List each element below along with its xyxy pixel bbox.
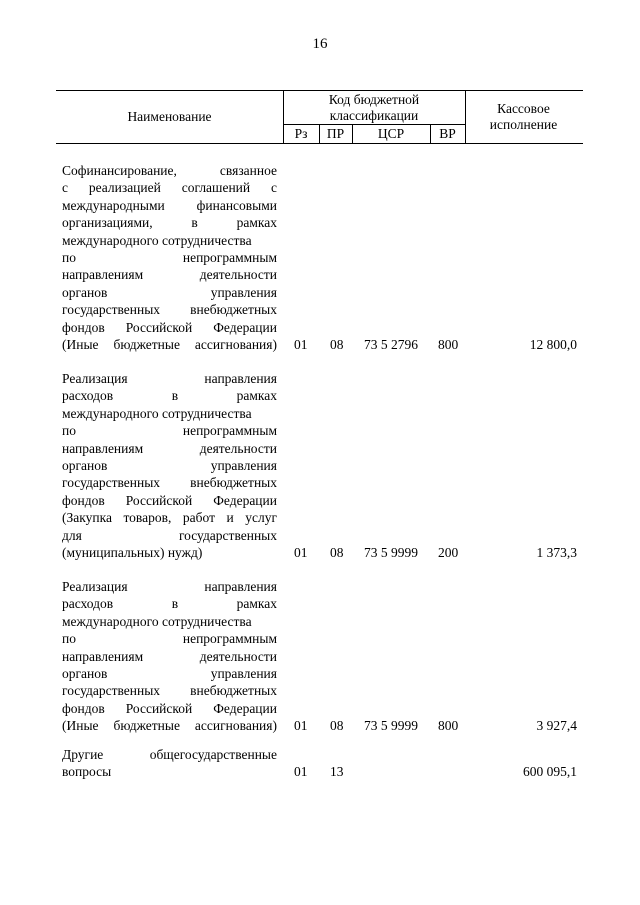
row-pr: 08 [330,545,344,560]
header-name: Наименование [127,109,212,124]
row-name-line: фондов Российской Федерации [62,700,277,716]
row-name [62,370,277,561]
row-vr: 200 [438,545,459,560]
row-amount: 600 095,1 [523,764,577,779]
row-rz: 01 [294,718,308,733]
row-name-line: фондов Российской Федерации [62,319,277,335]
row-name-line: направлениям деятельности [62,440,277,456]
row-name-line: государственных внебюджетных [62,683,277,699]
row-csr: 73 5 2796 [364,337,418,352]
row-name-line: (Закупка товаров, работ и услуг [62,510,277,526]
row-name-line: (Иные бюджетные ассигнования) [62,718,277,734]
row-name [62,578,277,735]
row-name-line: расходов в рамках [62,596,277,612]
header-budget-code: Код бюджетной классификации [328,91,420,123]
row-name-line: для государственных [62,527,277,543]
row-name-line: органов управления [62,666,277,682]
row-amount: 12 800,0 [529,337,577,352]
row-pr: 13 [330,764,344,779]
row-rz: 01 [294,764,308,779]
row-name-line: Реализация направления [62,371,277,386]
row-name-line: Реализация направления [62,579,277,594]
row-name-line: по непрограммным [62,250,277,266]
row-name-line: организациями, в рамках [62,215,277,231]
row-name-line: государственных внебюджетных [62,475,277,491]
header-vr: ВР [439,125,456,141]
row-amount: 1 373,3 [536,545,577,560]
header-divider [465,91,466,143]
page-number: 16 [312,36,328,52]
row-name-line: вопросы [62,764,112,780]
row-name-line: международного сотрудничества [62,613,252,629]
row-name-line: направлениям деятельности [62,648,277,664]
row-name-line: международного сотрудничества [62,232,252,248]
row-name-line: фондов Российской Федерации [62,492,277,508]
row-rz: 01 [294,337,308,352]
row-amount: 3 927,4 [536,718,577,733]
row-name-line: органов управления [62,458,277,474]
row-csr: 73 5 9999 [364,718,418,733]
row-rz: 01 [294,545,308,560]
row-name-line: Другие общегосударственные [62,747,277,762]
header-pr: ПР [326,125,345,141]
row-name-line: Софинансирование, связанное [62,163,277,178]
header-rz: Рз [294,125,308,141]
row-name-line: по непрограммным [62,423,277,439]
table-header [56,90,583,144]
row-name-line: органов управления [62,284,277,300]
row-vr: 800 [438,718,459,733]
header-csr: ЦСР [377,125,405,141]
row-name-line: международными финансовыми [62,197,277,213]
row-name-line: (муниципальных) нужд) [62,545,203,561]
row-name-line: расходов в рамках [62,388,277,404]
row-name [62,746,277,781]
header-execution: Кассовое исполнение [489,101,558,132]
row-name-line: направлениям деятельности [62,267,277,283]
row-name-line: по непрограммным [62,631,277,647]
row-vr: 800 [438,337,459,352]
row-name-line: с реализацией соглашений с [62,180,277,196]
row-name-line: государственных внебюджетных [62,302,277,318]
row-csr: 73 5 9999 [364,545,418,560]
row-pr: 08 [330,718,344,733]
row-name-line: (Иные бюджетные ассигнования) [62,337,277,353]
row-pr: 08 [330,337,344,352]
row-name-line: международного сотрудничества [62,405,252,421]
row-name [62,162,277,353]
